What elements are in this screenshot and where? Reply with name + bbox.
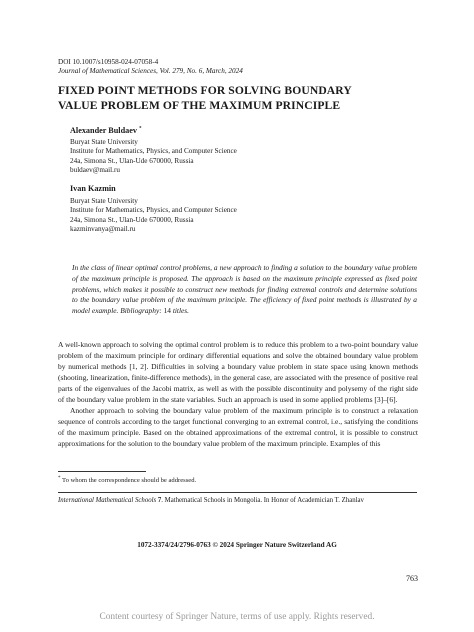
author-1-affiliation [70,138,237,176]
series-line [58,496,364,505]
abstract-text: In the class of linear optimal control problems, a new approach to finding a solution to the boundary value problem of the maximum principle is proposed. The approach is based on the maximum principle expressed as fixed point problems, which makes it possible to construct new methods for finding extremal controls and determine solutions to the boundary value problem of the maximum principle. The efficiency of fixed point methods is illustrated by a model example. Bibliography: [72,263,417,316]
author-2-aff-line-2: Institute for Mathematics, Physics, and Computer Science [70,206,237,215]
body-paragraph-2: Another approach to solving the boundary value problem of the maximum principle is to construct a relaxation sequence of controls according to the target functional converging to an extremal control, i.e., satisfying the conditions of the maximum principle. Based on the obtained approximations of the extremal control, it is possible to construct approximations for the solution to the boundary value problem of the maximum principle. Examples of this [58,406,418,448]
abstract-bib-suffix: titles. [172,306,190,316]
doi-line: DOI 10.1007/s10958-024-07058-4 [58,58,159,66]
journal-line: Journal of Mathematical Sciences, Vol. 279, No. 6, March, 2024 [58,67,243,75]
abstract-bib-count: 14 [163,306,171,316]
copyright-line: 1072-3374/24/2796-0763 © 2024 Springer Nature Switzerland AG [137,541,337,549]
author-1-mark: * [139,126,142,132]
author-1-email[interactable]: buldaev@mail.ru [70,166,120,175]
author-1-name [70,126,142,136]
paper-title [58,83,428,113]
courtesy-notice: Content courtesy of Springer Nature, terms of use apply. Rights reserved. [99,612,375,622]
series-num: 7 [157,497,162,504]
footnote-rule [58,471,146,472]
author-2-aff-line-1: Buryat State University [70,197,138,205]
author-1-aff-line-1: Buryat State University [70,138,138,146]
title-line-2: VALUE PROBLEM OF THE MAXIMUM PRINCIPLE [58,99,341,112]
series-post: . Mathematical Schools in Mongolia. In Honor of Academician T. Zhanlav [161,497,364,504]
footnote [58,477,196,485]
body-paragraph-1: A well-known approach to solving the optimal control problem is to reduce this problem to a two-point boundary value problem of the maximum principle for ordinary differential equations and solve the obtained boundary value problem by numerical methods [1, 2]. Difficulties in solving a boundary value problem in state space using known methods (shooting, linearization, finite-difference methods), in the general case, are associated with the presence of positive real parts of the eigenvalues of the Jacobi matrix, as well as with the possible discontinuity and polysemy of the right side of the boundary value problem in the state variables. Such an approach is used in some applied problems [3]–[6]. [58,340,418,404]
author-2-name-text: Ivan Kazmin [70,184,116,193]
title-line-1: FIXED POINT METHODS FOR SOLVING BOUNDARY [58,84,352,97]
footnote-text: To whom the correspondence should be addressed. [62,477,197,484]
author-2-name [70,184,116,194]
page-number: 763 [406,574,418,583]
author-1-aff-line-2: Institute for Mathematics, Physics, and Computer Science [70,147,237,156]
author-1-name-text: Alexander Buldaev [70,126,137,135]
series-pre: International Mathematical Schools [58,497,157,504]
abstract [72,263,417,317]
series-rule [58,492,417,493]
author-1-aff-line-3: 24a, Simona St., Ulan-Ude 670000, Russia [70,156,194,165]
author-2-aff-line-3: 24a, Simona St., Ulan-Ude 670000, Russia [70,215,194,224]
author-2-affiliation [70,197,237,235]
footnote-mark: * [58,475,61,481]
author-2-email[interactable]: kazminvanya@mail.ru [70,225,136,234]
